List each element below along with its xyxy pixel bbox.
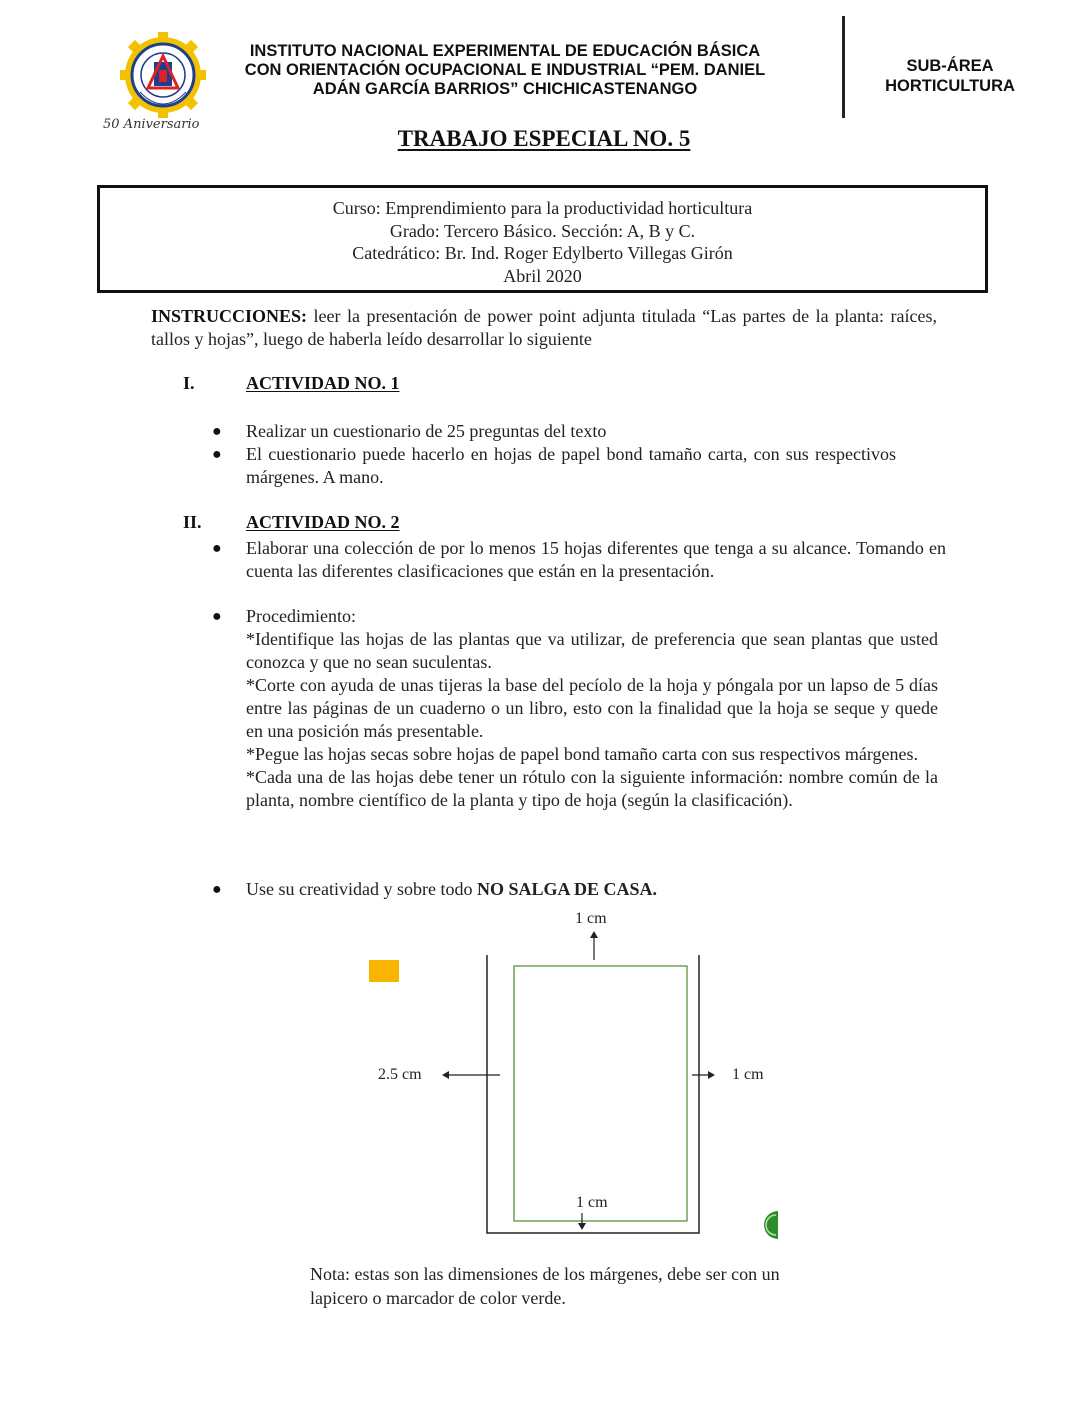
procedure-label: Procedimiento: (246, 606, 356, 626)
orange-square-icon (369, 960, 399, 982)
subarea-line: SUB-ÁREA (906, 57, 994, 75)
top-margin-label: 1 cm (575, 910, 607, 927)
left-margin-label: 2.5 cm (378, 1066, 422, 1083)
header-divider (842, 16, 845, 118)
procedure-block (246, 605, 938, 812)
bullet-icon: ● (212, 540, 222, 557)
top-arrow-head (590, 931, 598, 938)
subarea-label (860, 56, 1040, 96)
list-item: El cuestionario puede hacerlo en hojas de papel bond tamaño carta, con sus respectivos márgenes. A mano. (246, 444, 896, 487)
institute-gear-logo-icon (118, 30, 208, 125)
list-item: Realizar un cuestionario de 25 preguntas del texto (246, 421, 607, 441)
procedure-step: *Identifique las hojas de las plantas que va utilizar, de preferencia que sean plantas que usted conozca y que no sean suculentas. (246, 629, 938, 672)
procedure-step: *Corte con ayuda de unas tijeras la base del pecíolo de la hoja y póngala por un lapso de 5 días entre las páginas de un cuaderno o un libro, esto con la finalidad que la hoja se seque y quede en una posición más presentable. (246, 675, 938, 741)
date-line: Abril 2020 (503, 265, 582, 286)
course-line: Curso: Emprendimiento para la productividad horticultura (332, 198, 753, 218)
institution-line: ADÁN GARCÍA BARRIOS” CHICHICASTENANGO (312, 80, 698, 98)
procedure-step: *Pegue las hojas secas sobre hojas de papel bond tamaño carta con sus respectivos márgenes. (246, 744, 918, 764)
teacher-line: Catedrático: Br. Ind. Roger Edylberto Villegas Girón (352, 243, 733, 263)
grade-line: Grado: Tercero Básico. Sección: A, B y C. (389, 220, 696, 241)
section-numeral: I. (183, 373, 195, 393)
list-item: Elaborar una colección de por lo menos 15 hojas diferentes que tenga a su alcance. Tomando en cuenta las diferentes clasificaciones que están en la presentación. (246, 538, 946, 581)
note-line: Nota: estas son las dimensiones de los márgenes, debe ser con un (310, 1264, 780, 1284)
institution-name (200, 42, 810, 99)
bullet-icon: ● (212, 446, 222, 463)
section-title: ACTIVIDAD NO. 2 (246, 512, 400, 532)
page-outline (487, 955, 699, 1233)
left-arrow-head (442, 1071, 449, 1079)
procedure-step: *Cada una de las hojas debe tener un rótulo con la siguiente información: nombre común de la planta, nombre científico de la planta y tipo de hoja (según la clasificación). (246, 767, 938, 810)
margin-diagram (360, 905, 790, 1250)
institution-line: CON ORIENTACIÓN OCUPACIONAL E INDUSTRIAL “PEM. DANIEL (244, 61, 766, 79)
section-title: ACTIVIDAD NO. 1 (246, 373, 400, 393)
margin-note (310, 1262, 870, 1310)
note-line: lapicero o marcador de color verde. (310, 1288, 566, 1308)
document-title: TRABAJO ESPECIAL NO. 5 (397, 126, 691, 151)
bottom-arrow-head (578, 1223, 586, 1230)
institution-line: INSTITUTO NACIONAL EXPERIMENTAL DE EDUCACIÓN BÁSICA (249, 42, 761, 60)
right-margin-label: 1 cm (732, 1066, 764, 1083)
logo-caption: 50 Aniversario (103, 117, 200, 132)
bottom-margin-label: 1 cm (576, 1194, 608, 1211)
closing-text: Use su creatividad y sobre todo (246, 879, 477, 899)
bullet-icon: ● (212, 881, 222, 898)
instructions-text: leer la presentación de power point adjunta titulada “Las partes de la planta: raíces, tallos y hojas”, luego de haberla leído desarrollar lo siguiente (151, 306, 937, 349)
course-info (97, 197, 988, 287)
bullet-icon: ● (212, 608, 222, 625)
instructions-paragraph (151, 305, 937, 351)
instructions-label: INSTRUCCIONES: (151, 306, 308, 326)
bullet-icon: ● (212, 423, 222, 440)
list-item (246, 878, 938, 901)
right-arrow-head (708, 1071, 715, 1079)
closing-emphasis: NO SALGA DE CASA. (476, 879, 657, 899)
subarea-line: HORTICULTURA (885, 77, 1015, 95)
margin-rectangle (514, 966, 687, 1221)
section-numeral: II. (183, 512, 202, 532)
